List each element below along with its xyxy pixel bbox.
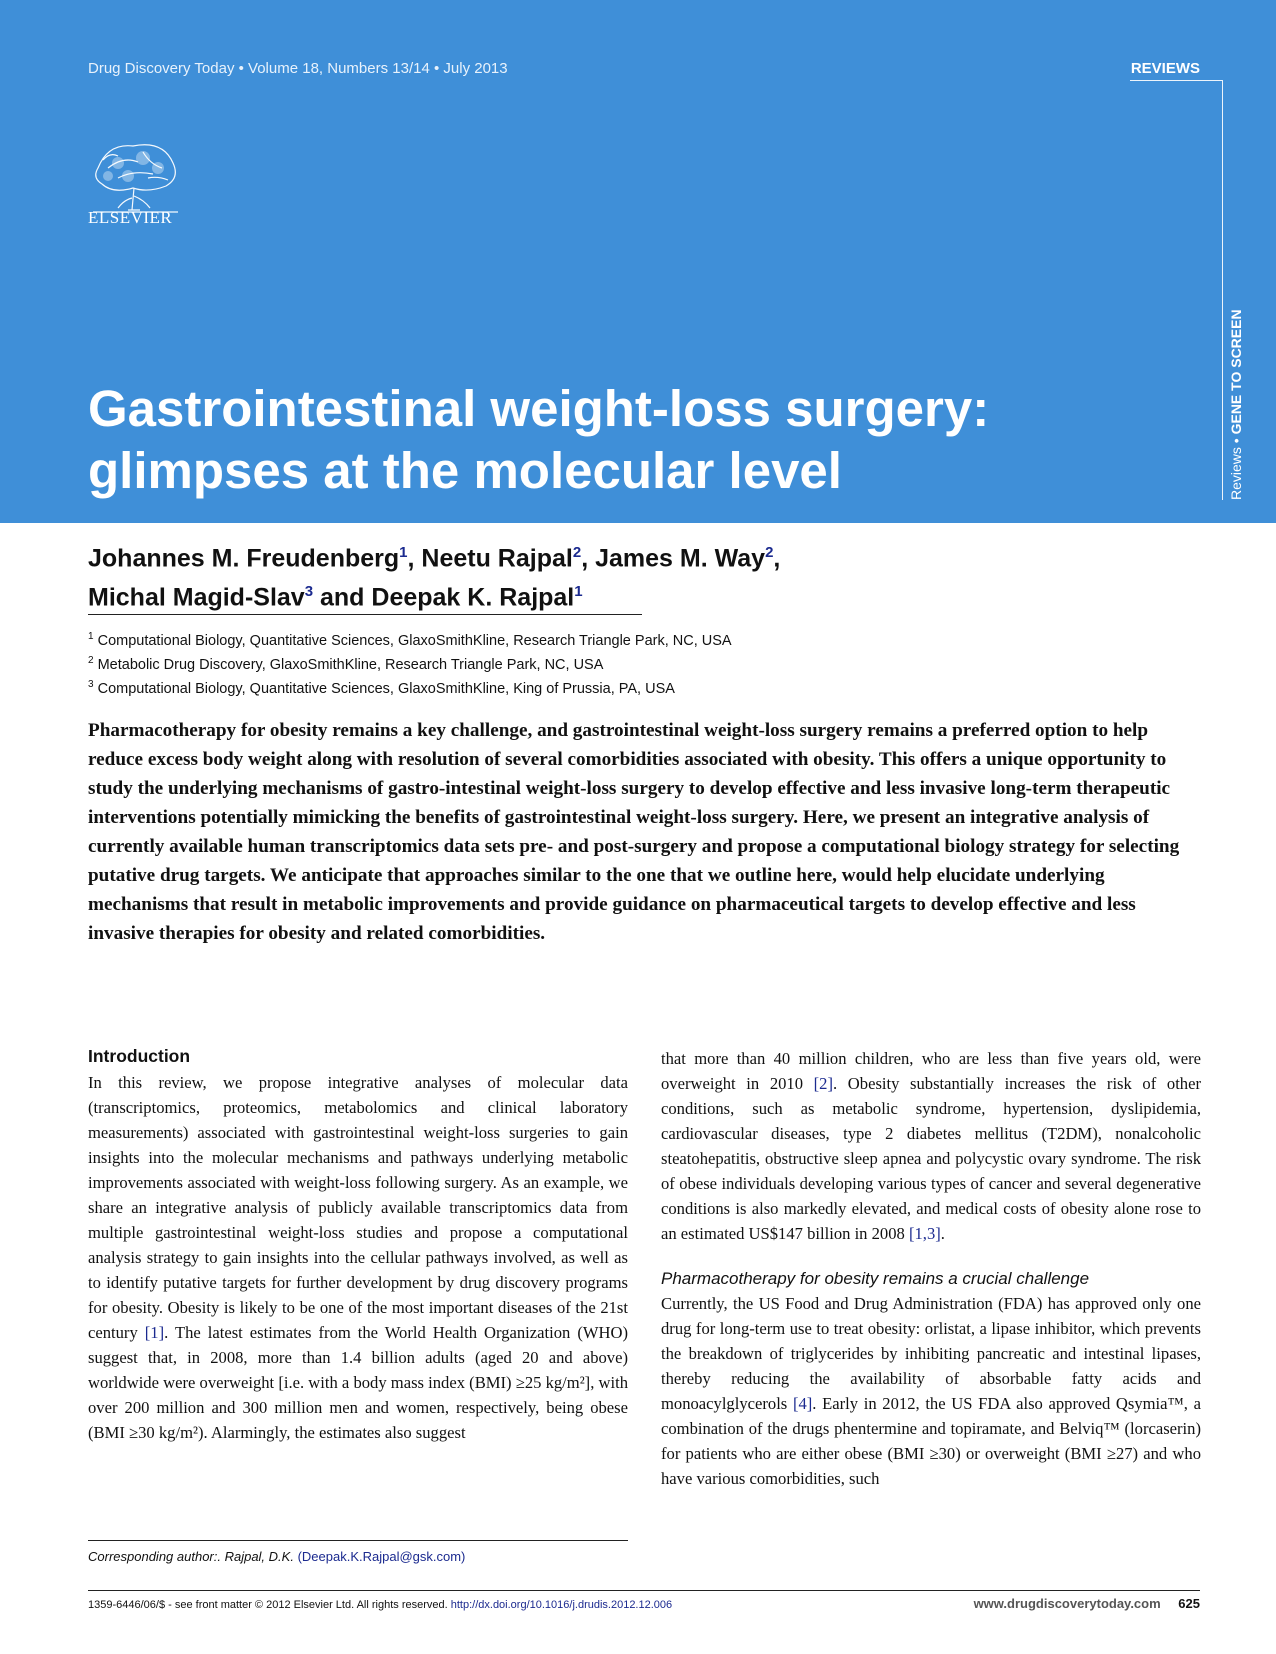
- body-paragraph: [661, 1291, 1201, 1491]
- affiliation-number: 1: [88, 631, 94, 642]
- paragraph-text: Currently, the US Food and Drug Administration (FDA) has approved only one drug for long-term use to treat obesity: orlistat, a lipase inhibitor, which prevents the breakdown of triglycerides by inhibiting pancreatic and intestinal lipases, thereby reducing the availability of absorbable fatty acids and monoacylglycerols: [661, 1294, 1201, 1413]
- footer-right: [974, 1596, 1200, 1611]
- journal-line: Drug Discovery Today • Volume 18, Numbers 13/14 • July 2013: [88, 60, 508, 77]
- affiliation-item: [88, 651, 732, 675]
- affiliation-marker[interactable]: 2: [765, 544, 774, 561]
- citation-link[interactable]: [2]: [813, 1074, 834, 1093]
- affiliation-item: [88, 675, 732, 699]
- paragraph-text: . The latest estimates from the World Health Organization (WHO) suggest that, in 2008, more than 1.4 billion adults (aged 20 and above) worldwide were overweight [i.e. with a body mass index (BMI) ≥25 kg/m²], with over 200 million and 300 million men and women, respectively, being obese (BMI ≥30 kg/m²). Alarmingly, the estimates also suggest: [88, 1323, 629, 1442]
- subsection-heading: Pharmacotherapy for obesity remains a crucial challenge: [661, 1269, 1090, 1288]
- header-rule: [1130, 80, 1222, 81]
- paragraph-text: . Obesity substantially increases the risk of other conditions, such as metabolic syndrome, hypertension, dyslipidemia, cardiovascular diseases, type 2 diabetes mellitus (T2DM), nonalcoholic steatohepatitis, obstructive sleep apnea and polycystic ovary syndrome. The risk of obese individuals developing various types of cancer and several degenerative conditions is also markedly elevated, and medical costs of obesity alone rose to an estimated US$147 billion in 2008: [661, 1074, 1201, 1243]
- affiliation-marker[interactable]: 3: [304, 583, 314, 601]
- side-label-main: GENE TO SCREEN: [1228, 309, 1244, 435]
- right-column: [661, 1046, 1201, 1491]
- author-separator: ,: [773, 544, 781, 573]
- citation-link[interactable]: [1,3]: [908, 1224, 941, 1243]
- side-rule: [1222, 80, 1223, 500]
- author-name: Michal Magid-Slav: [88, 583, 305, 612]
- email-link[interactable]: (Deepak.K.Rajpal@gsk.com): [297, 1549, 466, 1564]
- affiliation-marker[interactable]: 1: [574, 583, 583, 601]
- paragraph-text: .: [940, 1224, 945, 1243]
- copyright-text: 1359-6446/06/$ - see front matter © 2012 Elsevier Ltd. All rights reserved.: [88, 1599, 448, 1611]
- author-name: , Neetu Rajpal: [407, 544, 573, 573]
- body-paragraph: [661, 1046, 1201, 1246]
- copyright-line: [88, 1599, 672, 1611]
- affiliation-marker[interactable]: 1: [399, 544, 408, 561]
- citation-link[interactable]: [4]: [792, 1394, 813, 1413]
- author-divider: [88, 614, 642, 615]
- corresponding-author-label: Corresponding author:. Rajpal, D.K.: [88, 1549, 294, 1564]
- paragraph-text: . Early in 2012, the US FDA also approved Qsymia™, a combination of the drugs phentermine and topiramate, and Belviq™ (lorcaserin) for patients who are either obese (BMI ≥30) or overweight (BMI ≥27) and who have various comorbidities, such: [661, 1394, 1201, 1488]
- website-link[interactable]: www.drugdiscoverytoday.com: [973, 1596, 1161, 1611]
- affiliation-marker[interactable]: 2: [572, 544, 582, 561]
- corresponding-author: [88, 1549, 465, 1564]
- affiliation-number: 3: [88, 678, 94, 690]
- author-name: , James M. Way: [581, 544, 766, 573]
- affiliation-item: [88, 627, 732, 651]
- affiliation-text: Metabolic Drug Discovery, GlaxoSmithKline, Research Triangle Park, NC, USA: [97, 656, 604, 673]
- author-list: [88, 536, 1088, 615]
- citation-link[interactable]: [1]: [144, 1323, 165, 1342]
- title-line-1: Gastrointestinal weight-loss surgery:: [88, 380, 990, 437]
- affiliation-number: 2: [88, 654, 94, 666]
- side-section-label: [1228, 309, 1244, 500]
- affiliations: [88, 627, 732, 698]
- publisher-name: ELSEVIER: [88, 208, 173, 227]
- abstract: Pharmacotherapy for obesity remains a key challenge, and gastrointestinal weight-loss surgery remains a preferred option to help reduce excess body weight along with resolution of several comorbidities associated with obesity. This offers a unique opportunity to study the underlying mechanisms of gastro-intestinal weight-loss surgery to develop effective and less invasive long-term therapeutic interventions potentially mimicking the benefits of gastrointestinal weight-loss surgery. Here, we present an integrative analysis of currently available human transcriptomics data sets pre- and post-surgery and propose a computational biology strategy for selecting putative drug targets. We anticipate that approaches similar to the one that we outline here, would help elucidate underlying mechanisms that result in metabolic improvements and provide guidance on pharmaceutical targets to develop effective and less invasive therapies for obesity and related comorbidities.: [88, 720, 1180, 944]
- left-column: [88, 1044, 628, 1445]
- footnote-divider: [88, 1540, 628, 1541]
- side-label-prefix: Reviews •: [1228, 438, 1244, 500]
- author-name: Johannes M. Freudenberg: [88, 544, 400, 573]
- footer-divider: [88, 1590, 1200, 1591]
- title-line-2: glimpses at the molecular level: [88, 442, 842, 499]
- affiliation-text: Computational Biology, Quantitative Sciences, GlaxoSmithKline, Research Triangle Park, NC, USA: [97, 632, 732, 649]
- page-number: 625: [1178, 1596, 1200, 1611]
- paragraph-text: In this review, we propose integrative analyses of molecular data (transcriptomics, proteomics, metabolomics and clinical laboratory measurements) associated with gastrointestinal weight-loss surgeries to gain insights into the molecular mechanisms and pathways underlying metabolic improvements associated with weight-loss following surgery. As an example, we share an integrative analysis of publicly available transcriptomics data from multiple gastrointestinal weight-loss studies and propose a computational analysis strategy to gain insights into the cellular pathways involved, as well as to identify putative targets for further development by drug discovery programs for obesity. Obesity is likely to be one of the most important diseases of the 21st century: [88, 1073, 628, 1342]
- author-name: and Deepak K. Rajpal: [313, 583, 575, 612]
- paragraph-text: that more than 40 million children, who are less than five years old, were overweight in 2010: [661, 1049, 1201, 1093]
- section-label: REVIEWS: [1130, 60, 1200, 77]
- doi-link[interactable]: http://dx.doi.org/10.1016/j.drudis.2012.12.006: [450, 1599, 673, 1611]
- section-heading-introduction: Introduction: [88, 1046, 191, 1066]
- article-title: [88, 378, 1188, 502]
- intro-paragraph: [88, 1070, 628, 1445]
- affiliation-text: Computational Biology, Quantitative Sciences, GlaxoSmithKline, King of Prussia, PA, USA: [97, 680, 675, 697]
